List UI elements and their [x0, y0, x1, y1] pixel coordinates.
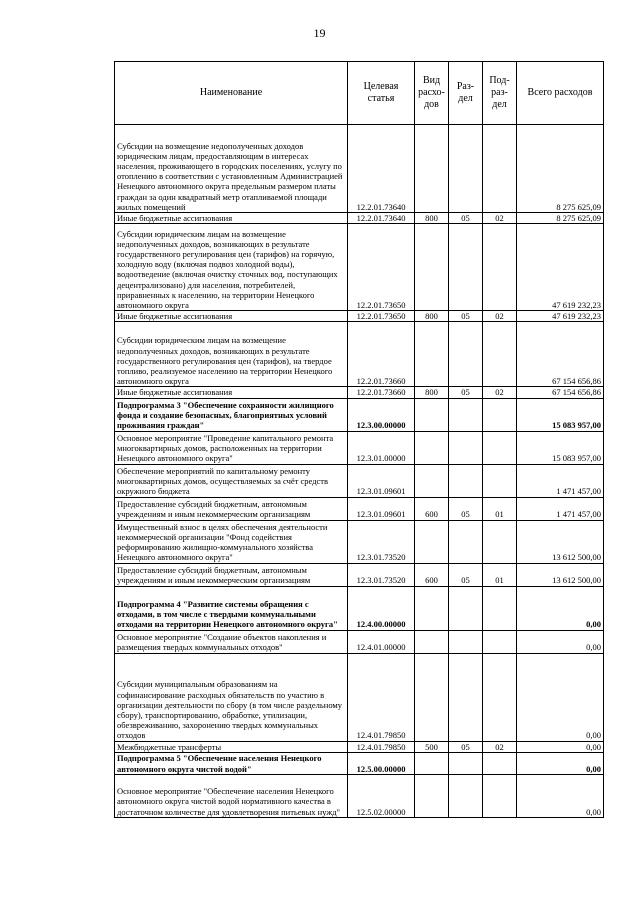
table-row: [115, 586, 604, 630]
header-type: Вид расхо-дов: [415, 62, 449, 125]
row-section: 05: [449, 497, 483, 520]
row-total: 8 275 625,09: [517, 213, 604, 224]
row-total: 0,00: [517, 752, 604, 774]
table-row: [115, 398, 604, 431]
row-section: [449, 322, 483, 387]
row-section: 05: [449, 213, 483, 224]
row-name: Субсидии юридическим лицам на возмещение недополученных доходов, возникающих в результате государственного регулирования цен (тарифов), на твердое топливо, реализуемое населению на территории Ненецкого автономного округа: [115, 322, 348, 387]
row-subsection: 02: [483, 213, 517, 224]
row-type: [415, 464, 449, 497]
row-section: 05: [449, 563, 483, 586]
row-subsection: [483, 653, 517, 741]
row-code: 12.2.01.73650: [348, 224, 415, 311]
table-row: [115, 741, 604, 752]
row-subsection: [483, 774, 517, 817]
row-code: 12.3.01.00000: [348, 431, 415, 464]
row-type: [415, 322, 449, 387]
row-type: [415, 752, 449, 774]
row-section: [449, 224, 483, 311]
row-total: 0,00: [517, 653, 604, 741]
row-name: Иные бюджетные ассигнования: [115, 213, 348, 224]
row-subsection: 02: [483, 741, 517, 752]
row-name: Основное мероприятие "Создание объектов накопления и размещения твердых коммунальных отходов": [115, 630, 348, 653]
row-code: 12.2.01.73640: [348, 125, 415, 213]
header-total: Всего расходов: [517, 62, 604, 125]
row-total: 67 154 656,86: [517, 387, 604, 398]
row-subsection: [483, 125, 517, 213]
header-name: Наименование: [115, 62, 348, 125]
row-section: [449, 630, 483, 653]
page-number: 19: [313, 26, 326, 40]
row-total: 0,00: [517, 774, 604, 817]
header-target: Целевая статья: [348, 62, 415, 125]
table-header-row: [115, 62, 604, 125]
table-row: [115, 752, 604, 774]
row-name: Субсидии на возмещение недополученных доходов юридическим лицам, предоставляющим в интересах населения, проживающего в городских поселениях, услугу по отоплению в соответствии с установленным Администрацией Ненецкого автономного округа предельным размером платы граждан за один квадратный метр отапливаемой площади жилых помещений: [115, 125, 348, 213]
row-total: 47 619 232,23: [517, 311, 604, 322]
row-subsection: [483, 464, 517, 497]
row-total: 0,00: [517, 586, 604, 630]
row-section: 05: [449, 311, 483, 322]
row-code: 12.5.02.00000: [348, 774, 415, 817]
row-code: 12.3.01.73520: [348, 520, 415, 563]
row-name: Обеспечение мероприятий по капитальному ремонту многоквартирных домов, осуществляемых за счёт средств окружного бюджета: [115, 464, 348, 497]
row-name: Подпрограмма 3 "Обеспечение сохранности жилищного фонда и создание безопасных, благоприятных условий проживания граждан": [115, 398, 348, 431]
row-code: 12.4.00.00000: [348, 586, 415, 630]
table-row: [115, 322, 604, 387]
row-type: 800: [415, 311, 449, 322]
table-row: [115, 774, 604, 817]
row-name: Межбюджетные трансферты: [115, 741, 348, 752]
row-subsection: 02: [483, 387, 517, 398]
table-row: [115, 653, 604, 741]
row-total: 0,00: [517, 630, 604, 653]
table-row: [115, 224, 604, 311]
row-section: [449, 653, 483, 741]
row-subsection: [483, 431, 517, 464]
row-type: [415, 586, 449, 630]
row-subsection: [483, 398, 517, 431]
row-total: 0,00: [517, 741, 604, 752]
row-code: 12.3.01.73520: [348, 563, 415, 586]
row-subsection: [483, 752, 517, 774]
row-code: 12.5.00.00000: [348, 752, 415, 774]
table-row: [115, 497, 604, 520]
row-code: 12.2.01.73660: [348, 387, 415, 398]
row-section: [449, 520, 483, 563]
row-type: [415, 125, 449, 213]
table-row: [115, 431, 604, 464]
row-name: Предоставление субсидий бюджетным, автономным учреждениям и иным некоммерческим организациям: [115, 497, 348, 520]
row-code: 12.3.01.09601: [348, 497, 415, 520]
row-type: 800: [415, 213, 449, 224]
row-subsection: 01: [483, 497, 517, 520]
row-total: 13 612 500,00: [517, 520, 604, 563]
row-total: 47 619 232,23: [517, 224, 604, 311]
row-total: 15 083 957,00: [517, 431, 604, 464]
row-code: 12.4.01.79850: [348, 653, 415, 741]
row-code: 12.2.01.73660: [348, 322, 415, 387]
row-section: 05: [449, 387, 483, 398]
row-total: 15 083 957,00: [517, 398, 604, 431]
row-type: [415, 224, 449, 311]
row-total: 8 275 625,09: [517, 125, 604, 213]
row-name: Подпрограмма 5 "Обеспечение населения Ненецкого автономного округа чистой водой": [115, 752, 348, 774]
table-row: [115, 311, 604, 322]
row-section: [449, 125, 483, 213]
table-row: [115, 387, 604, 398]
row-name: Иные бюджетные ассигнования: [115, 311, 348, 322]
header-subsection: Под-раз-дел: [483, 62, 517, 125]
row-total: 1 471 457,00: [517, 497, 604, 520]
row-section: [449, 774, 483, 817]
row-name: Подпрограмма 4 "Развитие системы обращения с отходами, в том числе с твердыми коммунальными отходами на территории Ненецкого автономного округа": [115, 586, 348, 630]
row-name: Основное мероприятие "Проведение капитального ремонта многоквартирных домов, расположенных на территории Ненецкого автономного округа": [115, 431, 348, 464]
row-code: 12.4.01.79850: [348, 741, 415, 752]
row-subsection: [483, 520, 517, 563]
budget-table: [114, 61, 604, 818]
table-row: [115, 125, 604, 213]
row-total: 1 471 457,00: [517, 464, 604, 497]
row-total: 67 154 656,86: [517, 322, 604, 387]
table-row: [115, 630, 604, 653]
row-section: [449, 586, 483, 630]
row-section: [449, 431, 483, 464]
row-subsection: 01: [483, 563, 517, 586]
row-type: 600: [415, 497, 449, 520]
row-type: 600: [415, 563, 449, 586]
row-name: Основное мероприятие "Обеспечение населения Ненецкого автономного округа чистой водой нормативного качества в достаточном количестве для удовлетворения питьевых нужд": [115, 774, 348, 817]
header-section: Раз-дел: [449, 62, 483, 125]
row-type: 800: [415, 387, 449, 398]
row-type: [415, 398, 449, 431]
row-section: [449, 398, 483, 431]
row-subsection: [483, 630, 517, 653]
row-code: 12.3.00.00000: [348, 398, 415, 431]
row-name: Иные бюджетные ассигнования: [115, 387, 348, 398]
row-type: [415, 630, 449, 653]
row-subsection: [483, 322, 517, 387]
table-row: [115, 213, 604, 224]
row-section: [449, 464, 483, 497]
row-subsection: [483, 586, 517, 630]
row-total: 13 612 500,00: [517, 563, 604, 586]
row-name: Имущественный взнос в целях обеспечения деятельности некоммерческой организации "Фонд содействия реформированию жилищно-коммунального хозяйства Ненецкого автономного округа": [115, 520, 348, 563]
row-subsection: [483, 224, 517, 311]
row-type: [415, 520, 449, 563]
row-type: [415, 774, 449, 817]
table-row: [115, 464, 604, 497]
row-name: Субсидии муниципальным образованиям на софинансирование расходных обязательств по участию в организации деятельности по сбору (в том числе раздельному сбору), транспортированию, обработке, утилизации, обезвреживанию, захоронению твердых коммунальных отходов: [115, 653, 348, 741]
row-code: 12.2.01.73650: [348, 311, 415, 322]
row-code: 12.2.01.73640: [348, 213, 415, 224]
row-name: Субсидии юридическим лицам на возмещение недополученных доходов, возникающих в результате государственного регулирования цен (тарифов) на горячую, холодную воду (включая подвоз холодной воды), водоотведение (включая очистку сточных вод, поступающих децентрализовано) для населения, потребителей, приравненных к населению, на территории Ненецкого автономного округа: [115, 224, 348, 311]
row-type: 500: [415, 741, 449, 752]
row-code: 12.3.01.09601: [348, 464, 415, 497]
row-section: [449, 752, 483, 774]
table-row: [115, 520, 604, 563]
row-section: 05: [449, 741, 483, 752]
row-name: Предоставление субсидий бюджетным, автономным учреждениям и иным некоммерческим организациям: [115, 563, 348, 586]
table-row: [115, 563, 604, 586]
row-code: 12.4.01.00000: [348, 630, 415, 653]
row-type: [415, 431, 449, 464]
row-subsection: 02: [483, 311, 517, 322]
row-type: [415, 653, 449, 741]
